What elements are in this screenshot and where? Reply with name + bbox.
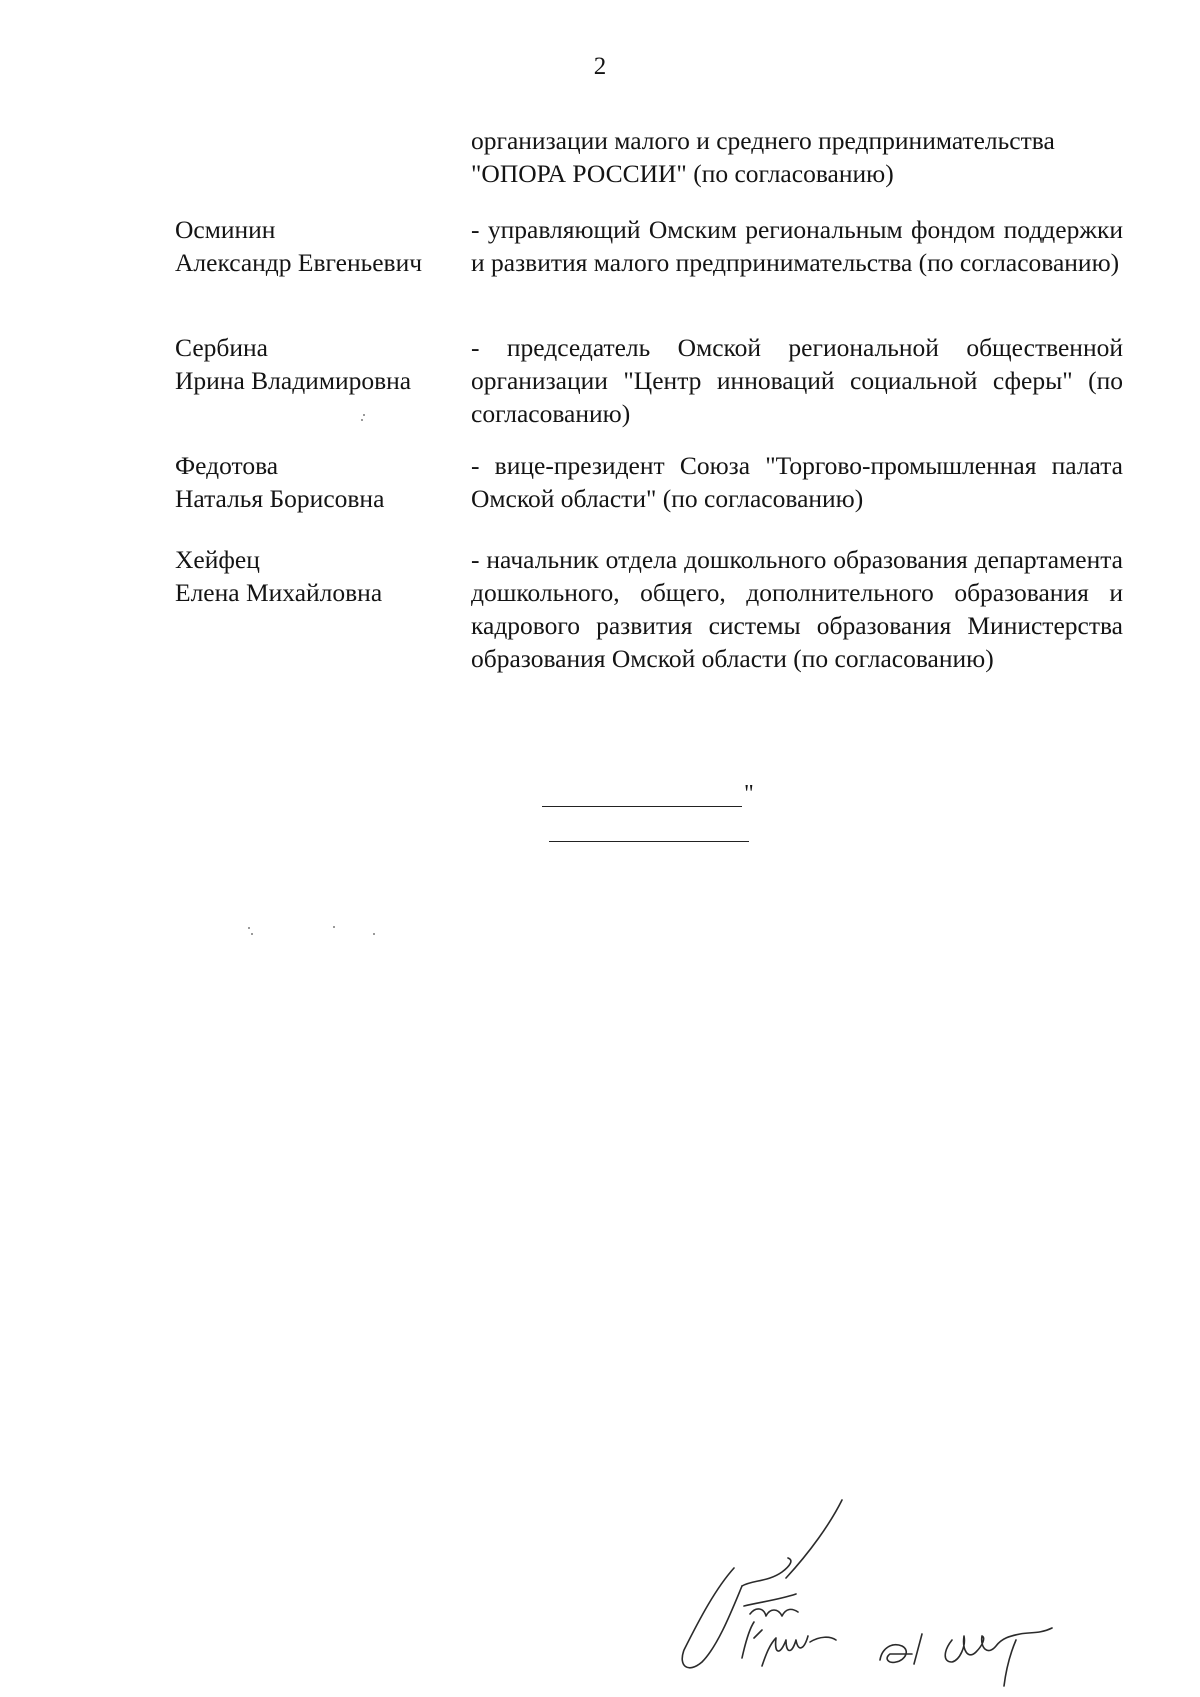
signature-stroke xyxy=(682,1568,742,1668)
continuation-text xyxy=(471,124,1123,190)
scan-speck xyxy=(248,927,250,929)
member-name xyxy=(175,543,465,609)
closing-quote-mark: " xyxy=(744,781,754,807)
page-number: 2 xyxy=(593,53,607,80)
signature-stroke xyxy=(1004,1640,1016,1686)
member-name xyxy=(175,449,465,515)
closing-rule-lower xyxy=(549,841,749,842)
member-given-names: Ирина Владимировна xyxy=(175,366,412,395)
signature-stroke xyxy=(744,1594,796,1606)
handwritten-signatures xyxy=(660,1490,1080,1690)
scan-speck xyxy=(251,933,253,935)
member-role: - вице-президент Союза "Торгово-промышленная палата Омской области" (по согласованию) xyxy=(471,451,1123,513)
closing-rule-upper xyxy=(542,806,742,807)
member-given-names: Александр Евгеньевич xyxy=(175,248,423,277)
signature-stroke xyxy=(762,1636,808,1666)
signature-stroke xyxy=(914,1634,922,1664)
member-role: - управляющий Омским региональным фондом поддержки и развития малого предпринимательства (по согласованию) xyxy=(471,215,1123,277)
scan-speck xyxy=(363,414,365,416)
member-surname: Хейфец xyxy=(175,545,260,574)
signature-stroke xyxy=(750,1609,798,1616)
member-role: - председатель Омской региональной общественной организации "Центр инноваций социальной сферы" (по согласованию) xyxy=(471,333,1123,428)
member-surname: Сербина xyxy=(175,333,268,362)
scan-speck xyxy=(333,926,335,928)
continuation-line: "ОПОРА РОССИИ" (по согласованию) xyxy=(471,159,894,188)
member-role: - начальник отдела дошкольного образования департамента дошкольного, общего, дополнительного образования и кадрового развития системы образования Министерства образования Омской области (по согласованию) xyxy=(471,545,1123,673)
member-surname: Федотова xyxy=(175,451,279,480)
signature-stroke xyxy=(945,1628,1052,1662)
continuation-line: организации малого и среднего предпринимательства xyxy=(471,126,1055,155)
scan-speck xyxy=(361,419,363,421)
scan-speck xyxy=(373,933,375,935)
signature-stroke xyxy=(786,1500,842,1578)
signature-stroke xyxy=(742,1558,791,1586)
signature-stroke xyxy=(810,1637,836,1642)
member-name xyxy=(175,331,465,397)
member-given-names: Елена Михайловна xyxy=(175,578,383,607)
member-surname: Осминин xyxy=(175,215,276,244)
signature-stroke xyxy=(742,1622,762,1658)
member-given-names: Наталья Борисовна xyxy=(175,484,385,513)
signature-stroke xyxy=(880,1645,912,1663)
member-name xyxy=(175,213,465,279)
